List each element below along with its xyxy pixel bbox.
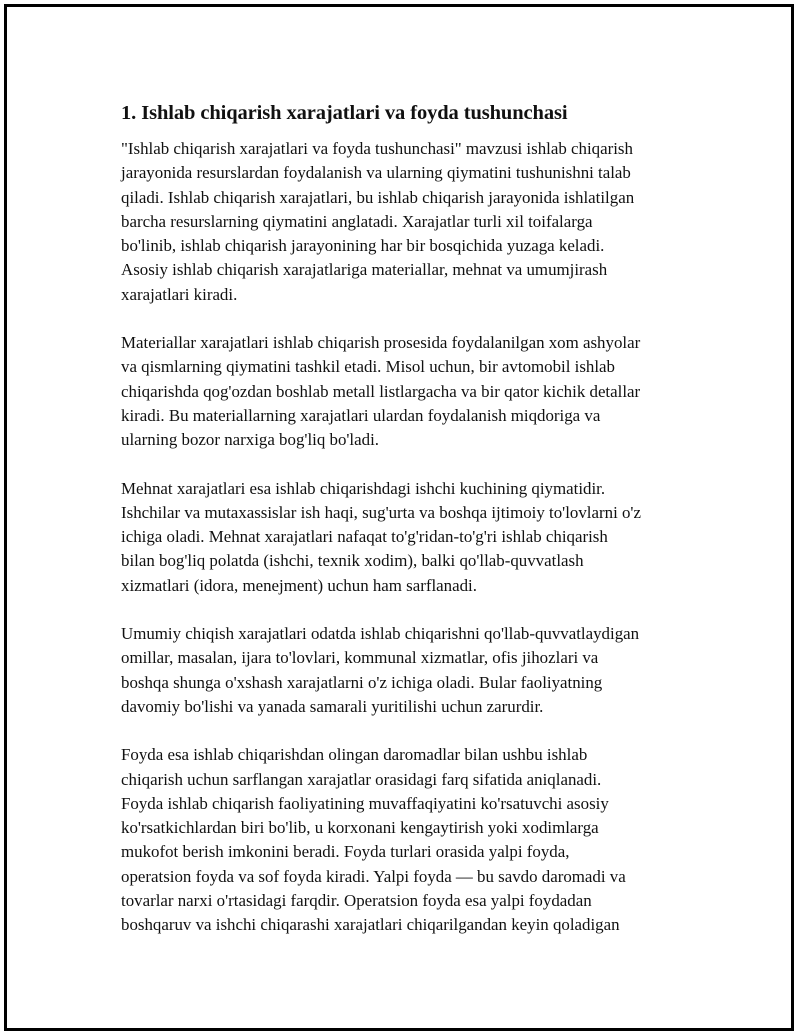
text-line: bilan bog'liq polatda (ishchi, texnik xodim), balki qo'llab-quvvatlash: [121, 551, 584, 571]
page-frame: [4, 4, 794, 1031]
text-line: Materiallar xarajatlari ishlab chiqarish prosesida foydalanilgan xom ashyolar: [121, 333, 641, 353]
text-line: Ishchilar va mutaxassislar ish haqi, sug'urta va boshqa ijtimoiy to'lovlarni o'z: [121, 502, 641, 522]
text-line: kiradi. Bu materiallarning xarajatlari ulardan foydalanish miqdoriga va: [121, 405, 601, 425]
text-line: tovarlar narxi o'rtasidagi farqdir. Operatsion foyda esa yalpi foydadan: [121, 891, 592, 911]
text-line: Asosiy ishlab chiqarish xarajatlariga materiallar, mehnat va umumjirash: [121, 260, 608, 280]
text-line: davomiy bo'lishi va yanada samarali yuritilishi uchun zarurdir.: [121, 696, 544, 716]
text-line: barcha resurslarning qiymatini anglatadi. Xarajatlar turli xil toifalarga: [121, 211, 593, 231]
text-line: qiladi. Ishlab chiqarish xarajatlari, bu ishlab chiqarish jarayonida ishlatilgan: [121, 187, 635, 207]
text-line: ularning bozor narxiga bog'liq bo'ladi.: [121, 430, 379, 450]
text-line: chiqarishda qog'ozdan boshlab metall listlargacha va bir qator kichik detallar: [121, 381, 641, 401]
text-line: xarajatlari kiradi.: [121, 284, 238, 304]
paragraph-material-costs: [121, 331, 691, 452]
text-line: chiqarish uchun sarflangan xarajatlar orasidagi farq sifatida aniqlanadi.: [121, 769, 602, 789]
text-line: boshqaruv va ishchi chiqarashi xarajatlari chiqarilgandan keyin qoladigan: [121, 915, 620, 935]
document-title: 1. Ishlab chiqarish xarajatlari va foyda tushunchasi: [121, 102, 568, 124]
text-line: ichiga oladi. Mehnat xarajatlari nafaqat to'g'ridan-to'g'ri ishlab chiqarish: [121, 527, 608, 547]
text-line: operatsion foyda va sof foyda kiradi. Yalpi foyda — bu savdo daromadi va: [121, 866, 626, 886]
text-line: omillar, masalan, ijara to'lovlari, kommunal xizmatlar, ofis jihozlari va: [121, 648, 599, 668]
text-line: Mehnat xarajatlari esa ishlab chiqarishdagi ishchi kuchining qiymatidir.: [121, 478, 606, 498]
paragraph-profit: [121, 743, 691, 937]
paragraph-overhead-costs: [121, 622, 691, 719]
text-line: ko'rsatkichlardan biri bo'lib, u korxonani kengaytirish yoki xodimlarga: [121, 818, 599, 838]
paragraph-production-costs: [121, 137, 691, 307]
text-line: Foyda esa ishlab chiqarishdan olingan daromadlar bilan ushbu ishlab: [121, 745, 588, 765]
text-line: boshqa shunga o'xshash xarajatlarni o'z ichiga oladi. Bular faoliyatning: [121, 672, 603, 692]
paragraph-labor-costs: [121, 477, 691, 598]
text-line: Foyda ishlab chiqarish faoliyatining muvaffaqiyatini ko'rsatuvchi asosiy: [121, 793, 609, 813]
text-line: xizmatlari (idora, menejment) uchun ham sarflanadi.: [121, 575, 477, 595]
text-line: jarayonida resurslardan foydalanish va ularning qiymatini tushunishni talab: [121, 163, 631, 183]
text-line: Umumiy chiqish xarajatlari odatda ishlab chiqarishni qo'llab-quvvatlaydigan: [121, 624, 640, 644]
text-line: va qismlarning qiymatini tashkil etadi. Misol uchun, bir avtomobil ishlab: [121, 357, 615, 377]
text-line: bo'linib, ishlab chiqarish jarayonining har bir bosqichida yuzaga keladi.: [121, 236, 605, 256]
text-line: mukofot berish imkonini beradi. Foyda turlari orasida yalpi foyda,: [121, 842, 570, 862]
document-body: [121, 99, 691, 962]
text-line: "Ishlab chiqarish xarajatlari va foyda tushunchasi" mavzusi ishlab chiqarish: [121, 139, 633, 158]
